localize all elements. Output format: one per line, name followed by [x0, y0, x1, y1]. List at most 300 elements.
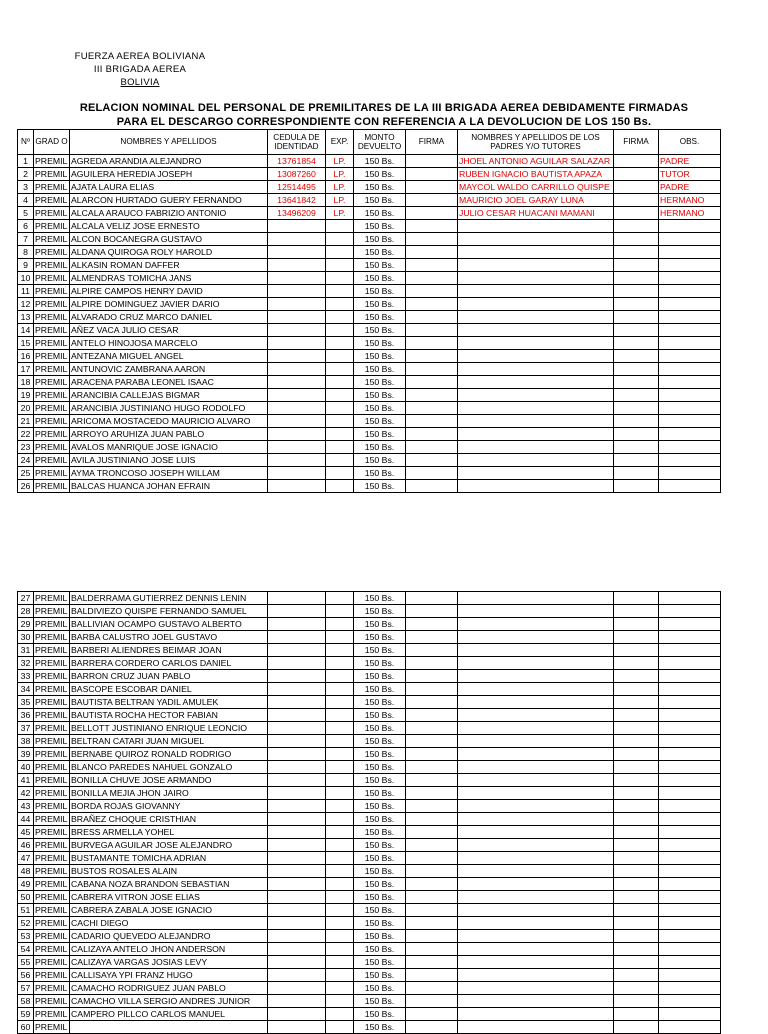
row-grade: PREMIL — [34, 454, 70, 467]
row-exp — [326, 415, 354, 428]
row-ci — [268, 272, 326, 285]
row-grade: PREMIL — [34, 272, 70, 285]
row-padre: MAURICIO JOEL GARAY LUNA — [458, 194, 614, 207]
row-obs — [659, 350, 721, 363]
row-firma-2 — [614, 1008, 659, 1021]
personnel-table-top — [17, 129, 721, 493]
row-grade: PREMIL — [34, 891, 70, 904]
col-header-firma: FIRMA — [406, 130, 458, 155]
table-row — [18, 787, 721, 800]
row-obs — [659, 800, 721, 813]
row-firma — [406, 709, 458, 722]
row-ci — [268, 670, 326, 683]
row-ci — [268, 709, 326, 722]
row-number: 8 — [18, 246, 34, 259]
row-number: 4 — [18, 194, 34, 207]
row-monto: 150 Bs. — [354, 246, 406, 259]
row-number: 37 — [18, 722, 34, 735]
row-grade: PREMIL — [34, 735, 70, 748]
row-exp — [326, 865, 354, 878]
row-grade: PREMIL — [34, 683, 70, 696]
table-row — [18, 852, 721, 865]
row-obs — [659, 826, 721, 839]
row-monto: 150 Bs. — [354, 350, 406, 363]
table-row — [18, 670, 721, 683]
row-monto: 150 Bs. — [354, 956, 406, 969]
row-padre — [458, 220, 614, 233]
row-padre — [458, 774, 614, 787]
row-firma-2 — [614, 839, 659, 852]
row-monto: 150 Bs. — [354, 631, 406, 644]
row-monto: 150 Bs. — [354, 930, 406, 943]
row-obs — [659, 454, 721, 467]
table-row — [18, 696, 721, 709]
row-firma-2 — [614, 480, 659, 493]
row-obs — [659, 995, 721, 1008]
row-obs — [659, 311, 721, 324]
row-firma — [406, 298, 458, 311]
row-padre: RUBEN IGNACIO BAUTISTA APAZA — [458, 168, 614, 181]
row-firma — [406, 670, 458, 683]
row-padre — [458, 298, 614, 311]
row-firma-2 — [614, 748, 659, 761]
row-padre — [458, 454, 614, 467]
row-firma-2 — [614, 181, 659, 194]
row-obs — [659, 1008, 721, 1021]
row-grade: PREMIL — [34, 956, 70, 969]
row-name: ALKASIN ROMAN DAFFER — [70, 259, 268, 272]
row-exp — [326, 774, 354, 787]
row-number: 40 — [18, 761, 34, 774]
row-number: 23 — [18, 441, 34, 454]
row-name: CAMACHO VILLA SERGIO ANDRES JUNIOR — [70, 995, 268, 1008]
row-grade: PREMIL — [34, 774, 70, 787]
row-padre — [458, 917, 614, 930]
table-row — [18, 1008, 721, 1021]
row-ci: 13087260 — [268, 168, 326, 181]
row-name: ANTELO HINOJOSA MARCELO — [70, 337, 268, 350]
row-grade: PREMIL — [34, 592, 70, 605]
row-padre — [458, 363, 614, 376]
row-firma-2 — [614, 735, 659, 748]
row-padre — [458, 467, 614, 480]
row-monto: 150 Bs. — [354, 441, 406, 454]
row-ci — [268, 454, 326, 467]
row-padre — [458, 956, 614, 969]
row-obs — [659, 982, 721, 995]
row-number: 51 — [18, 904, 34, 917]
row-ci — [268, 324, 326, 337]
row-grade: PREMIL — [34, 376, 70, 389]
row-firma — [406, 592, 458, 605]
row-obs — [659, 761, 721, 774]
row-monto: 150 Bs. — [354, 709, 406, 722]
row-exp — [326, 657, 354, 670]
row-grade: PREMIL — [34, 194, 70, 207]
row-number: 21 — [18, 415, 34, 428]
row-obs — [659, 709, 721, 722]
row-obs — [659, 441, 721, 454]
row-monto: 150 Bs. — [354, 969, 406, 982]
table-row — [18, 631, 721, 644]
row-firma-2 — [614, 428, 659, 441]
table-row — [18, 168, 721, 181]
row-obs — [659, 865, 721, 878]
row-name: CAMACHO RODRIGUEZ JUAN PABLO — [70, 982, 268, 995]
row-firma-2 — [614, 194, 659, 207]
row-ci — [268, 904, 326, 917]
row-number: 58 — [18, 995, 34, 1008]
table-row — [18, 969, 721, 982]
row-padre — [458, 943, 614, 956]
row-exp — [326, 787, 354, 800]
row-exp: LP. — [326, 155, 354, 168]
row-name: ALVARADO CRUZ MARCO DANIEL — [70, 311, 268, 324]
table-row — [18, 194, 721, 207]
row-exp: LP. — [326, 168, 354, 181]
row-firma — [406, 943, 458, 956]
row-firma-2 — [614, 1021, 659, 1034]
row-monto: 150 Bs. — [354, 233, 406, 246]
row-obs — [659, 891, 721, 904]
row-exp — [326, 363, 354, 376]
row-ci — [268, 800, 326, 813]
row-name: ALPIRE CAMPOS HENRY DAVID — [70, 285, 268, 298]
row-name: BARBA CALUSTRO JOEL GUSTAVO — [70, 631, 268, 644]
row-obs — [659, 631, 721, 644]
row-firma-2 — [614, 826, 659, 839]
row-firma — [406, 324, 458, 337]
row-number: 35 — [18, 696, 34, 709]
row-ci — [268, 696, 326, 709]
row-exp — [326, 969, 354, 982]
row-monto: 150 Bs. — [354, 865, 406, 878]
row-firma — [406, 480, 458, 493]
row-obs — [659, 285, 721, 298]
row-firma-2 — [614, 298, 659, 311]
table-row — [18, 826, 721, 839]
row-exp — [326, 246, 354, 259]
col-header-monto: MONTO DEVUELTO — [354, 130, 406, 155]
row-firma-2 — [614, 631, 659, 644]
row-firma — [406, 246, 458, 259]
row-name: ALCALA ARAUCO FABRIZIO ANTONIO — [70, 207, 268, 220]
row-ci — [268, 631, 326, 644]
row-name: BLANCO PAREDES NAHUEL GONZALO — [70, 761, 268, 774]
row-padre — [458, 722, 614, 735]
row-obs — [659, 722, 721, 735]
row-exp — [326, 709, 354, 722]
row-padre — [458, 982, 614, 995]
table-row — [18, 943, 721, 956]
row-grade: PREMIL — [34, 220, 70, 233]
row-number: 30 — [18, 631, 34, 644]
table-row — [18, 402, 721, 415]
row-firma — [406, 917, 458, 930]
row-padre — [458, 878, 614, 891]
row-obs — [659, 683, 721, 696]
table-row — [18, 748, 721, 761]
row-ci: 13641842 — [268, 194, 326, 207]
row-ci — [268, 389, 326, 402]
row-exp — [326, 428, 354, 441]
row-name: ARANCIBIA CALLEJAS BIGMAR — [70, 389, 268, 402]
table-row — [18, 467, 721, 480]
row-grade: PREMIL — [34, 324, 70, 337]
row-obs: HERMANO — [659, 194, 721, 207]
row-padre — [458, 839, 614, 852]
row-ci — [268, 748, 326, 761]
row-firma-2 — [614, 683, 659, 696]
row-padre — [458, 995, 614, 1008]
row-name: BARRON CRUZ JUAN PABLO — [70, 670, 268, 683]
row-monto: 150 Bs. — [354, 800, 406, 813]
row-number: 47 — [18, 852, 34, 865]
row-firma-2 — [614, 657, 659, 670]
row-monto: 150 Bs. — [354, 181, 406, 194]
row-firma-2 — [614, 467, 659, 480]
row-obs: HERMANO — [659, 207, 721, 220]
row-ci — [268, 376, 326, 389]
row-grade: PREMIL — [34, 722, 70, 735]
row-firma-2 — [614, 618, 659, 631]
row-padre — [458, 826, 614, 839]
row-monto: 150 Bs. — [354, 904, 406, 917]
row-ci — [268, 813, 326, 826]
row-firma-2 — [614, 207, 659, 220]
row-padre — [458, 441, 614, 454]
row-grade: PREMIL — [34, 761, 70, 774]
row-firma-2 — [614, 852, 659, 865]
row-ci — [268, 1021, 326, 1034]
row-number: 44 — [18, 813, 34, 826]
row-firma — [406, 220, 458, 233]
row-name: ANTUNOVIC ZAMBRANA AARON — [70, 363, 268, 376]
row-obs — [659, 363, 721, 376]
row-firma — [406, 272, 458, 285]
row-monto: 150 Bs. — [354, 363, 406, 376]
row-ci — [268, 605, 326, 618]
row-exp — [326, 298, 354, 311]
row-firma — [406, 1021, 458, 1034]
row-monto: 150 Bs. — [354, 748, 406, 761]
row-padre — [458, 800, 614, 813]
row-padre — [458, 1008, 614, 1021]
table-row — [18, 428, 721, 441]
row-grade: PREMIL — [34, 402, 70, 415]
table-row — [18, 480, 721, 493]
row-grade: PREMIL — [34, 181, 70, 194]
row-padre — [458, 891, 614, 904]
row-ci — [268, 735, 326, 748]
table-row — [18, 839, 721, 852]
row-monto: 150 Bs. — [354, 272, 406, 285]
row-obs — [659, 852, 721, 865]
row-obs — [659, 670, 721, 683]
table-row — [18, 592, 721, 605]
row-ci — [268, 350, 326, 363]
row-name: ALCALA VELIZ JOSE ERNESTO — [70, 220, 268, 233]
row-obs — [659, 324, 721, 337]
row-padre — [458, 1021, 614, 1034]
row-padre — [458, 428, 614, 441]
row-grade: PREMIL — [34, 839, 70, 852]
row-name: BRAÑEZ CHOQUE CRISTHIAN — [70, 813, 268, 826]
row-name: BURVEGA AGUILAR JOSE ALEJANDRO — [70, 839, 268, 852]
table-row — [18, 155, 721, 168]
row-exp — [326, 982, 354, 995]
row-obs — [659, 220, 721, 233]
table-row — [18, 337, 721, 350]
row-number: 17 — [18, 363, 34, 376]
row-firma-2 — [614, 787, 659, 800]
row-grade: PREMIL — [34, 917, 70, 930]
table-row — [18, 982, 721, 995]
row-grade: PREMIL — [34, 480, 70, 493]
table-body-top — [18, 155, 721, 493]
row-ci — [268, 618, 326, 631]
row-ci — [268, 969, 326, 982]
row-name — [70, 1021, 268, 1034]
row-padre — [458, 735, 614, 748]
row-firma-2 — [614, 402, 659, 415]
row-firma — [406, 285, 458, 298]
row-padre — [458, 644, 614, 657]
row-grade: PREMIL — [34, 969, 70, 982]
row-obs — [659, 259, 721, 272]
row-exp — [326, 454, 354, 467]
row-number: 34 — [18, 683, 34, 696]
row-padre — [458, 852, 614, 865]
col-header-obs: OBS. — [659, 130, 721, 155]
table-row — [18, 774, 721, 787]
row-firma — [406, 956, 458, 969]
row-ci — [268, 878, 326, 891]
row-number: 26 — [18, 480, 34, 493]
row-obs — [659, 644, 721, 657]
title-line-1: RELACION NOMINAL DEL PERSONAL DE PREMILITARES DE LA III BRIGADA AEREA DEBIDAMENTE FIRMADAS — [79, 102, 689, 114]
row-ci — [268, 683, 326, 696]
row-grade: PREMIL — [34, 207, 70, 220]
row-ci: 13496209 — [268, 207, 326, 220]
row-ci — [268, 298, 326, 311]
row-firma-2 — [614, 389, 659, 402]
row-monto: 150 Bs. — [354, 155, 406, 168]
row-number: 28 — [18, 605, 34, 618]
row-number: 11 — [18, 285, 34, 298]
row-name: BELLOTT JUSTINIANO ENRIQUE LEONCIO — [70, 722, 268, 735]
document-title — [0, 101, 768, 129]
row-monto: 150 Bs. — [354, 826, 406, 839]
row-monto: 150 Bs. — [354, 618, 406, 631]
row-firma — [406, 454, 458, 467]
table-row — [18, 285, 721, 298]
row-grade: PREMIL — [34, 696, 70, 709]
row-monto: 150 Bs. — [354, 285, 406, 298]
row-name: ARANCIBIA JUSTINIANO HUGO RODOLFO — [70, 402, 268, 415]
table-row — [18, 800, 721, 813]
row-firma — [406, 181, 458, 194]
table-row — [18, 865, 721, 878]
row-number: 50 — [18, 891, 34, 904]
table-row — [18, 878, 721, 891]
row-ci — [268, 852, 326, 865]
col-header-cedula: CEDULA DE IDENTIDAD — [268, 130, 326, 155]
row-firma-2 — [614, 605, 659, 618]
row-obs — [659, 878, 721, 891]
row-name: CABRERA VITRON JOSE ELIAS — [70, 891, 268, 904]
row-padre — [458, 657, 614, 670]
row-monto: 150 Bs. — [354, 194, 406, 207]
row-monto: 150 Bs. — [354, 428, 406, 441]
row-firma-2 — [614, 878, 659, 891]
row-grade: PREMIL — [34, 709, 70, 722]
row-exp — [326, 839, 354, 852]
row-exp — [326, 696, 354, 709]
row-exp — [326, 956, 354, 969]
col-header-exp: EXP. — [326, 130, 354, 155]
row-monto: 150 Bs. — [354, 389, 406, 402]
row-grade: PREMIL — [34, 363, 70, 376]
row-grade: PREMIL — [34, 605, 70, 618]
row-firma-2 — [614, 995, 659, 1008]
row-monto: 150 Bs. — [354, 402, 406, 415]
row-monto: 150 Bs. — [354, 1008, 406, 1021]
row-grade: PREMIL — [34, 298, 70, 311]
row-number: 59 — [18, 1008, 34, 1021]
row-number: 49 — [18, 878, 34, 891]
table-row — [18, 350, 721, 363]
row-padre — [458, 605, 614, 618]
row-grade: PREMIL — [34, 618, 70, 631]
row-exp — [326, 904, 354, 917]
row-number: 38 — [18, 735, 34, 748]
row-number: 27 — [18, 592, 34, 605]
row-name: AGREDA ARANDIA ALEJANDRO — [70, 155, 268, 168]
row-name: BONILLA MEJIA JHON JAIRO — [70, 787, 268, 800]
row-firma — [406, 722, 458, 735]
row-grade: PREMIL — [34, 415, 70, 428]
row-padre — [458, 246, 614, 259]
row-firma-2 — [614, 337, 659, 350]
row-name: BALLIVIAN OCAMPO GUSTAVO ALBERTO — [70, 618, 268, 631]
row-obs — [659, 480, 721, 493]
row-padre: JHOEL ANTONIO AGUILAR SALAZAR — [458, 155, 614, 168]
row-exp — [326, 930, 354, 943]
row-monto: 150 Bs. — [354, 670, 406, 683]
row-number: 14 — [18, 324, 34, 337]
row-firma — [406, 402, 458, 415]
row-name: BUSTAMANTE TOMICHA ADRIAN — [70, 852, 268, 865]
row-number: 57 — [18, 982, 34, 995]
table-row — [18, 298, 721, 311]
row-name: BAUTISTA ROCHA HECTOR FABIAN — [70, 709, 268, 722]
col-header-grado: GRAD O — [34, 130, 70, 155]
table-row — [18, 761, 721, 774]
row-exp — [326, 389, 354, 402]
country-name: BOLIVIA — [120, 77, 160, 88]
row-name: ALARCON HURTADO GUERY FERNANDO — [70, 194, 268, 207]
row-name: BARBERI ALIENDRES BEIMAR JOAN — [70, 644, 268, 657]
table-row — [18, 644, 721, 657]
table-row — [18, 259, 721, 272]
table-header-row — [18, 130, 721, 155]
row-monto: 150 Bs. — [354, 878, 406, 891]
row-monto: 150 Bs. — [354, 657, 406, 670]
row-number: 20 — [18, 402, 34, 415]
row-firma-2 — [614, 709, 659, 722]
row-ci — [268, 415, 326, 428]
